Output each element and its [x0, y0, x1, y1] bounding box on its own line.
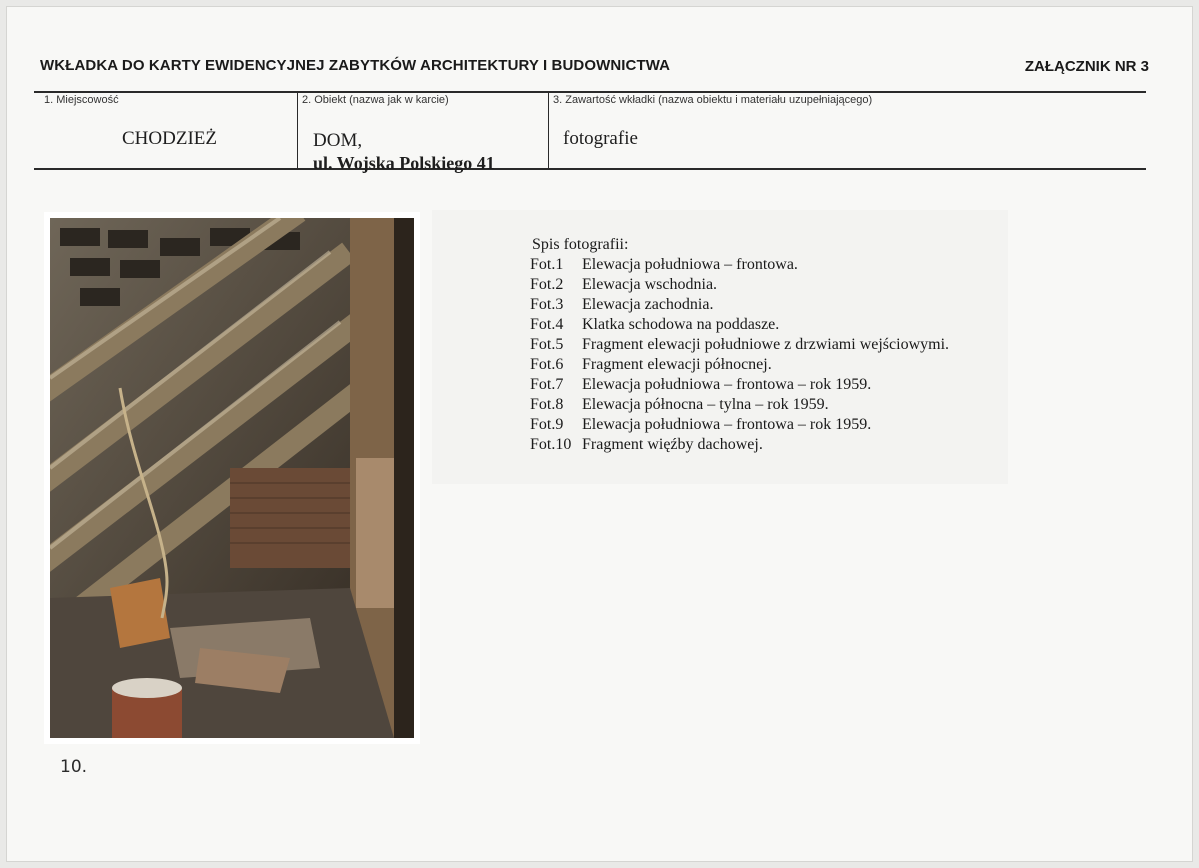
photo-caption: Elewacja zachodnia.: [582, 296, 714, 313]
list-item: [530, 415, 949, 435]
photo-ref: Fot.8: [530, 396, 564, 413]
list-item: [530, 315, 949, 335]
photo-ref: Fot.1: [530, 256, 564, 273]
photo-caption: Elewacja północna – tylna – rok 1959.: [582, 396, 829, 413]
list-item: [530, 295, 949, 315]
list-item: [530, 335, 949, 355]
photo-caption: Klatka schodowa na poddasze.: [582, 316, 780, 333]
photo-list: [530, 255, 949, 455]
object-address: ul. Wojska Polskiego 41: [313, 153, 495, 173]
photo-ref: Fot.10: [530, 436, 572, 453]
table-top-rule: [34, 91, 1146, 93]
column-divider: [548, 91, 549, 169]
list-item: [530, 435, 949, 455]
annex-label: ZAŁĄCZNIK NR 3: [1024, 58, 1149, 75]
photo-ref: Fot.6: [530, 356, 564, 373]
photo-ref: Fot.7: [530, 376, 564, 393]
photo-caption: Elewacja południowa – frontowa.: [582, 256, 798, 273]
list-item: [530, 255, 949, 275]
photo-ref: Fot.9: [530, 416, 564, 433]
list-item: [530, 355, 949, 375]
photo-number: 10.: [60, 757, 88, 777]
list-item: [530, 375, 949, 395]
document-title: WKŁADKA DO KARTY EWIDENCYJNEJ ZABYTKÓW ARCHITEKTURY I BUDOWNICTWA: [40, 57, 671, 74]
object-name: DOM,: [313, 130, 363, 151]
list-item: [530, 275, 949, 295]
photo-ref: Fot.2: [530, 276, 564, 293]
list-item: [530, 395, 949, 415]
photo-caption: Fragment więźby dachowej.: [582, 436, 763, 453]
column-divider: [297, 91, 298, 169]
photo-caption: Elewacja południowa – frontowa – rok 1959.: [582, 416, 872, 433]
photo-ref: Fot.4: [530, 316, 564, 333]
contents-label: 3. Zawartość wkładki (nazwa obiektu i materiału uzupełniającego): [553, 94, 873, 106]
location-label: 1. Miejscowość: [44, 94, 119, 106]
object-label: 2. Obiekt (nazwa jak w karcie): [302, 94, 449, 106]
photo-ref: Fot.3: [530, 296, 564, 313]
photo-caption: Elewacja wschodnia.: [582, 276, 718, 293]
photo-list-heading: Spis fotografii:: [532, 236, 629, 253]
photo-caption: Fragment elewacji południowe z drzwiami wejściowymi.: [582, 336, 950, 353]
photo-ref: Fot.5: [530, 336, 564, 353]
roof-truss-photo-drawing: [50, 218, 414, 738]
location-value: CHODZIEŻ: [122, 128, 217, 149]
table-bottom-rule: [34, 168, 1146, 170]
attic-photo: [44, 212, 420, 744]
photo-caption: Elewacja południowa – frontowa – rok 1959.: [582, 376, 872, 393]
photo-caption: Fragment elewacji północnej.: [582, 356, 772, 373]
contents-value: fotografie: [563, 128, 638, 149]
